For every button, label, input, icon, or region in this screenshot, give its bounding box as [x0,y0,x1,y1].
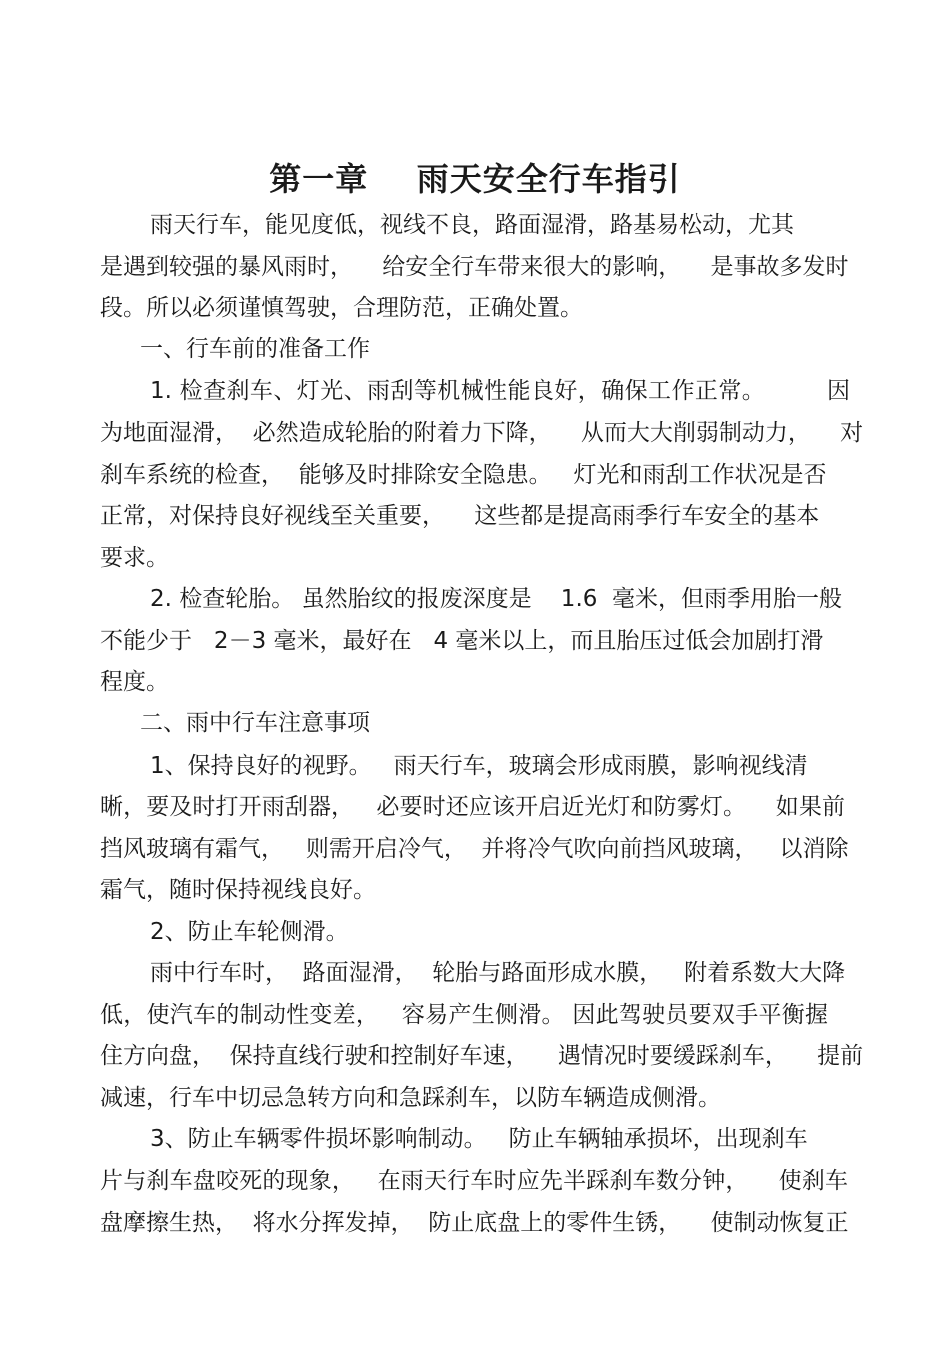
paragraph-line: 段。所以必须谨慎驾驶，合理防范，正确处置。 [100,295,583,321]
paragraph-line: 雨天行车，能见度低，视线不良，路面湿滑，路基易松动，尤其 [150,212,794,238]
section-heading: 一、行车前的准备工作 [140,336,370,362]
paragraph-line: 挡风玻璃有霜气， 则需开启冷气， 并将冷气吹向前挡风玻璃， 以消除 [100,836,849,862]
paragraph-line: 不能少于 2－3 毫米，最好在 4 毫米以上，而且胎压过低会加剧打滑 [100,628,824,654]
paragraph-line: 2. 检查轮胎。 虽然胎纹的报废深度是 1.6 毫米，但雨季用胎一般 [150,586,843,612]
paragraph-line: 低，使汽车的制动性变差， 容易产生侧滑。 因此驾驶员要双手平衡握 [100,1002,828,1028]
section-heading: 二、雨中行车注意事项 [140,710,370,736]
paragraph-line: 1、保持良好的视野。 雨天行车，玻璃会形成雨膜，影响视线清 [150,753,808,779]
paragraph-line: 减速，行车中切忌急转方向和急踩刹车，以防车辆造成侧滑。 [100,1085,721,1111]
paragraph-line: 盘摩擦生热， 将水分挥发掉， 防止底盘上的零件生锈， 使制动恢复正 [100,1210,849,1236]
paragraph-line: 霜气，随时保持视线良好。 [100,877,376,903]
paragraph-line: 刹车系统的检查， 能够及时排除安全隐患。 灯光和雨刮工作状况是否 [100,462,827,488]
paragraph-line: 为地面湿滑， 必然造成轮胎的附着力下降， 从而大大削弱制动力， 对 [100,420,864,446]
paragraph-line: 雨中行车时， 路面湿滑， 轮胎与路面形成水膜， 附着系数大大降 [150,960,846,986]
paragraph-line: 是遇到较强的暴风雨时， 给安全行车带来很大的影响， 是事故多发时 [100,254,849,280]
paragraph-line: 程度。 [100,669,169,695]
paragraph-line: 住方向盘， 保持直线行驶和控制好车速， 遇情况时要缓踩刹车， 提前 [100,1043,864,1069]
paragraph-line: 片与刹车盘咬死的现象， 在雨天行车时应先半踩刹车数分钟， 使刹车 [100,1168,848,1194]
paragraph-line: 晰，要及时打开雨刮器， 必要时还应该开启近光灯和防雾灯。 如果前 [100,794,845,820]
chapter-title: 第一章 雨天安全行车指引 [269,160,681,199]
paragraph-line: 2、防止车轮侧滑。 [150,919,349,945]
paragraph-line: 3、防止车辆零件损坏影响制动。 防止车辆轴承损坏，出现刹车 [150,1126,808,1152]
paragraph-line: 要求。 [100,545,169,571]
paragraph-line: 正常，对保持良好视线至关重要， 这些都是提高雨季行车安全的基本 [100,503,820,529]
paragraph-line: 1. 检查刹车、灯光、雨刮等机械性能良好，确保工作正常。 因 [150,378,850,404]
